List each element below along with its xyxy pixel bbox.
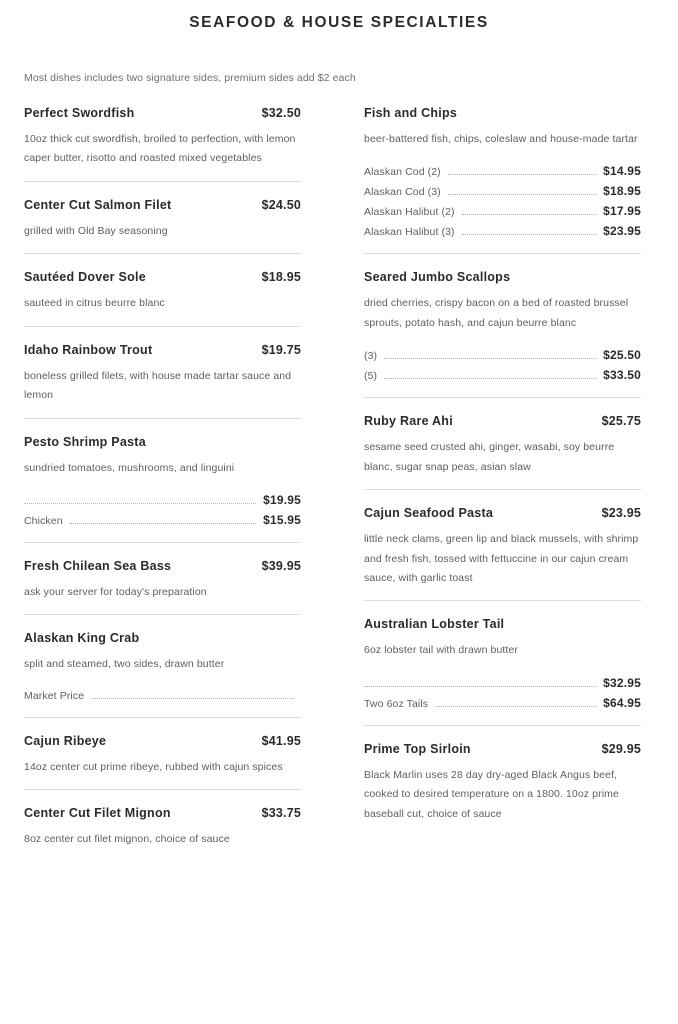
- menu-option-label: Alaskan Cod (3): [364, 186, 441, 199]
- menu-option-leader-dots: [462, 234, 596, 235]
- menu-item: [364, 397, 641, 489]
- menu-item-name: Ruby Rare Ahi: [364, 414, 453, 429]
- menu-option-price: $15.95: [263, 512, 301, 527]
- menu-option-leader-dots: [364, 686, 596, 687]
- menu-item: [24, 717, 301, 789]
- menu-option-price: $18.95: [603, 184, 641, 199]
- menu-item-name: Idaho Rainbow Trout: [24, 342, 153, 357]
- menu-option-label: Two 6oz Tails: [364, 697, 429, 710]
- menu-item-description: Black Marlin uses 28 day dry-aged Black Angus beef, cooked to desired temperature on a 1800. 10oz prime baseball cut, choice of sauce: [364, 768, 619, 820]
- menu-item-name: Sautéed Dover Sole: [24, 270, 146, 285]
- menu-item-description: 6oz lobster tail with drawn butter: [364, 644, 518, 657]
- menu-option-row: [24, 490, 301, 510]
- menu-option-label: (3): [364, 350, 378, 363]
- menu-item-price: $24.50: [261, 197, 301, 212]
- menu-option-label: Chicken: [24, 514, 63, 527]
- menu-option-row: [24, 510, 301, 530]
- menu-item-header: [24, 270, 301, 284]
- menu-item-header: [364, 414, 641, 428]
- menu-option-leader-dots: [462, 214, 596, 215]
- menu-columns: [24, 106, 654, 862]
- menu-option-leader-dots: [435, 706, 596, 707]
- menu-item-name: Seared Jumbo Scallops: [364, 270, 511, 285]
- menu-item-name: Australian Lobster Tail: [364, 617, 505, 632]
- menu-item: [24, 326, 301, 418]
- menu-column-right: [364, 106, 641, 862]
- menu-item-description: grilled with Old Bay seasoning: [24, 224, 168, 237]
- menu-item-name: Perfect Swordfish: [24, 106, 135, 120]
- menu-option-price: $14.95: [603, 164, 641, 179]
- menu-item-header: [364, 617, 641, 631]
- menu-item: [24, 106, 301, 181]
- menu-item-options: [364, 673, 641, 713]
- menu-item-options: [24, 687, 301, 705]
- menu-item-description: split and steamed, two sides, drawn butter: [24, 658, 225, 671]
- menu-option-row: [364, 345, 641, 365]
- menu-item-description: 8oz center cut filet mignon, choice of sauce: [24, 833, 230, 846]
- menu-item-price: $19.75: [261, 342, 301, 357]
- menu-item: [24, 181, 301, 253]
- menu-item-name: Pesto Shrimp Pasta: [24, 434, 146, 449]
- menu-item: [24, 253, 301, 325]
- menu-item: [364, 600, 641, 724]
- menu-option-row: [364, 221, 641, 241]
- menu-item-options: [364, 161, 641, 241]
- menu-column-left: [24, 106, 301, 862]
- menu-item: [24, 542, 301, 614]
- menu-item-description: little neck clams, green lip and black mussels, with shrimp and fresh fish, tossed with fettuccine in our cajun cream sauce, with garlic toast: [364, 533, 639, 584]
- menu-option-leader-dots: [384, 358, 596, 359]
- menu-item-header: [24, 198, 301, 212]
- menu-item-header: [24, 806, 301, 820]
- page-title: SEAFOOD & HOUSE SPECIALTIES: [189, 14, 489, 31]
- menu-item-description: boneless grilled filets, with house made tartar sauce and lemon: [24, 369, 292, 402]
- menu-item-header: [364, 106, 641, 120]
- menu-item-name: Fresh Chilean Sea Bass: [24, 558, 172, 573]
- menu-item: [364, 725, 641, 836]
- menu-item-description: sauteed in citrus beurre blanc: [24, 297, 165, 310]
- menu-item-header: [364, 270, 641, 284]
- menu-item-name: Prime Top Sirloin: [364, 741, 471, 756]
- menu-item-header: [24, 106, 301, 120]
- menu-item-header: [364, 506, 641, 520]
- menu-item-price: $41.95: [261, 733, 301, 748]
- menu-option-row: [364, 181, 641, 201]
- menu-item-name: Center Cut Salmon Filet: [24, 197, 172, 212]
- menu-option-label: Alaskan Halibut (3): [364, 226, 455, 239]
- menu-option-price: $17.95: [603, 204, 641, 219]
- menu-item-description: beer-battered fish, chips, coleslaw and house-made tartar: [364, 133, 638, 145]
- menu-item-description: 14oz center cut prime ribeye, rubbed with cajun spices: [24, 760, 283, 773]
- menu-item-price: $25.75: [601, 414, 641, 429]
- menu-option-row: [364, 673, 641, 693]
- menu-option-leader-dots: [24, 503, 256, 504]
- menu-item-options: [24, 490, 301, 530]
- menu-item-description: ask your server for today's preparation: [24, 585, 207, 598]
- menu-option-row: [364, 201, 641, 221]
- menu-item-name: Fish and Chips: [364, 106, 458, 120]
- menu-item: [24, 789, 301, 861]
- menu-option-leader-dots: [448, 174, 596, 175]
- menu-option-leader-dots: [384, 378, 596, 379]
- menu-item-header: [24, 559, 301, 573]
- menu-option-leader-dots: [448, 194, 596, 195]
- menu-item-price: $33.75: [261, 806, 301, 821]
- menu-item: [24, 418, 301, 542]
- menu-option-label: Alaskan Cod (2): [364, 166, 441, 179]
- menu-item: [24, 614, 301, 716]
- menu-item-description: dried cherries, crispy bacon on a bed of roasted brussel sprouts, potato hash, and cajun beurre blanc: [364, 297, 629, 329]
- menu-option-price: $64.95: [603, 695, 641, 710]
- menu-item-header: [24, 734, 301, 748]
- menu-option-price: $23.95: [603, 224, 641, 239]
- menu-item: [364, 253, 641, 397]
- menu-item: [364, 106, 641, 253]
- menu-note: Most dishes includes two signature sides, premium sides add $2 each: [24, 72, 356, 84]
- menu-item-price: $39.95: [261, 558, 301, 573]
- menu-item-name: Cajun Ribeye: [24, 733, 107, 748]
- menu-option-label: (5): [364, 370, 378, 383]
- menu-item-name: Center Cut Filet Mignon: [24, 806, 171, 821]
- menu-item-price: $32.50: [261, 106, 301, 120]
- menu-item-description: sesame seed crusted ahi, ginger, wasabi, soy beurre blanc, sugar snap peas, asian slaw: [364, 441, 615, 473]
- menu-item-price: $29.95: [601, 741, 641, 756]
- menu-item-header: [24, 631, 301, 645]
- menu-item: [364, 489, 641, 600]
- menu-option-price: $32.95: [603, 675, 641, 690]
- menu-option-label: Market Price: [24, 689, 85, 702]
- menu-item-description: sundried tomatoes, mushrooms, and linguini: [24, 461, 235, 474]
- menu-option-price: $19.95: [263, 492, 301, 507]
- menu-option-price: $33.50: [603, 368, 641, 383]
- menu-item-name: Alaskan King Crab: [24, 631, 140, 646]
- menu-option-leader-dots: [91, 698, 294, 699]
- menu-item-description: 10oz thick cut swordfish, broiled to perfection, with lemon caper butter, risotto and roasted mixed vegetables: [24, 133, 296, 165]
- menu-item-price: $23.95: [601, 506, 641, 521]
- menu-item-header: [24, 343, 301, 357]
- menu-option-row: [24, 687, 301, 705]
- menu-item-price: $18.95: [261, 270, 301, 285]
- menu-option-price: $25.50: [603, 348, 641, 363]
- menu-option-label: Alaskan Halibut (2): [364, 206, 455, 219]
- menu-item-header: [24, 435, 301, 449]
- menu-item-header: [364, 742, 641, 756]
- menu-item-options: [364, 345, 641, 385]
- menu-option-leader-dots: [70, 523, 256, 524]
- menu-item-name: Cajun Seafood Pasta: [364, 506, 494, 521]
- menu-option-row: [364, 365, 641, 385]
- menu-option-row: [364, 693, 641, 713]
- menu-option-row: [364, 161, 641, 181]
